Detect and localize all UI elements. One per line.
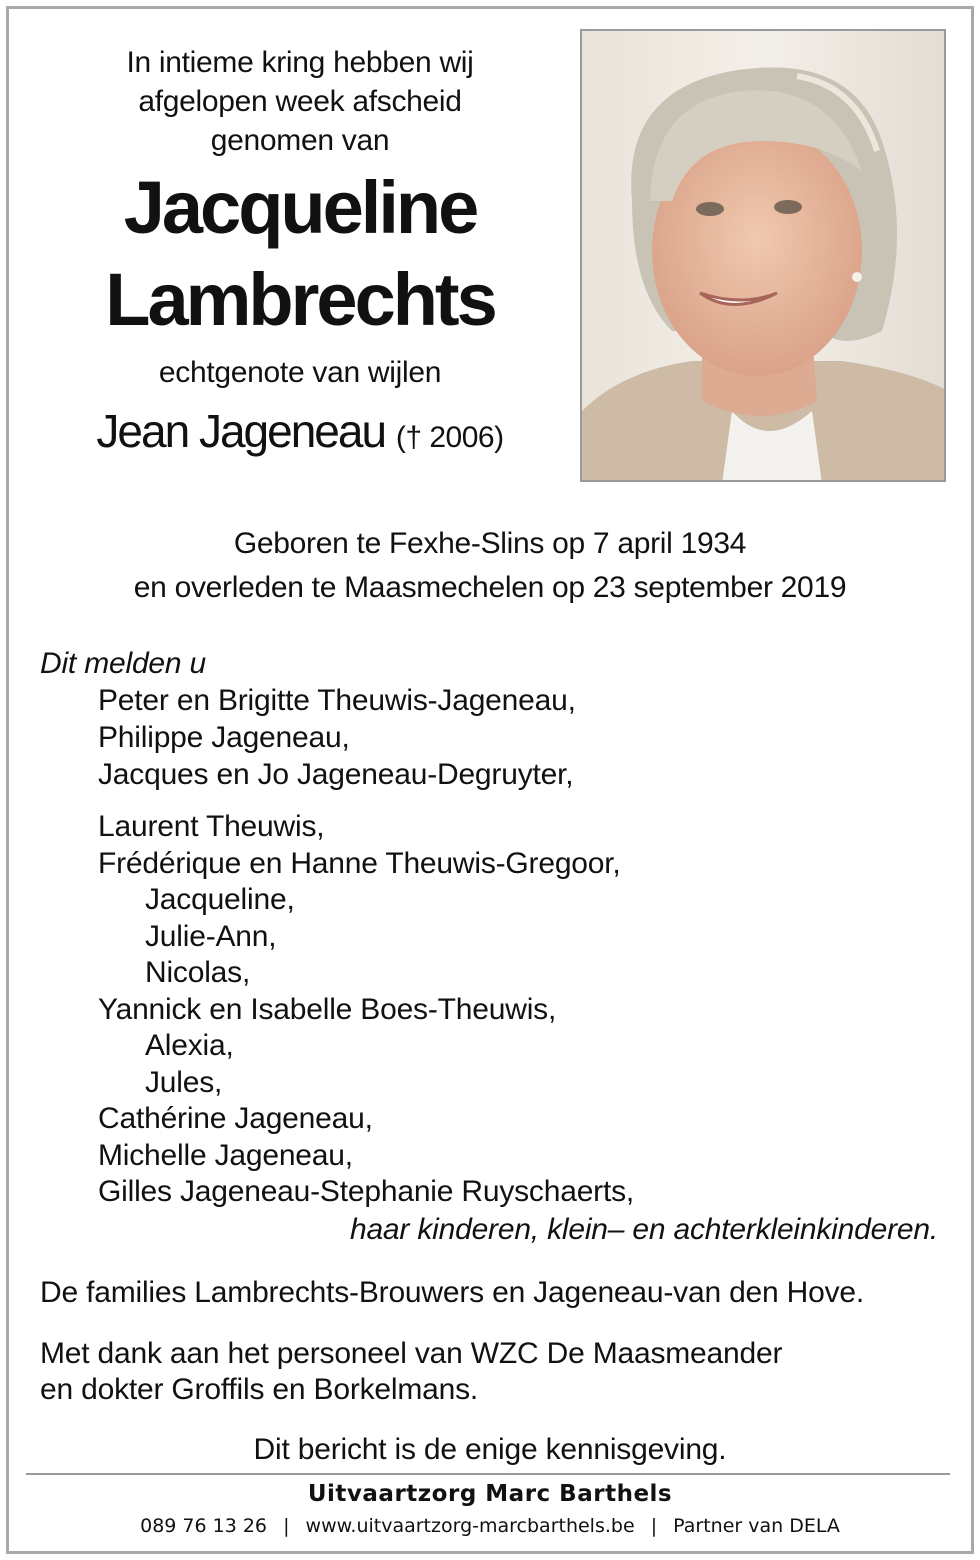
deceased-last-name: Lambrechts [105, 258, 495, 341]
intro-line: genomen van [210, 124, 390, 157]
deceased-name [20, 162, 580, 346]
footer-phone: 089 76 13 26 [140, 1515, 268, 1537]
portrait-photo [580, 29, 946, 482]
families-line: De families Lambrechts-Brouwers en Jageneau-van den Hove. [40, 1276, 865, 1309]
mourner-line: Jules, [145, 1065, 223, 1099]
mourner-line: Frédérique en Hanne Theuwis-Gregoor, [98, 846, 621, 880]
mourners-group-1 [98, 684, 576, 795]
intro-text [40, 43, 560, 160]
funeral-company: Uitvaartzorg Marc Barthels [307, 1481, 673, 1507]
relation-line: haar kinderen, klein– en achterkleinkinderen. [349, 1213, 938, 1246]
spouse-line [20, 404, 580, 458]
footer-website[interactable]: www.uitvaartzorg-marcbarthels.be [305, 1515, 635, 1537]
footer-contact [0, 1515, 980, 1537]
footer-separator: | [650, 1515, 658, 1537]
mourners-group-2 [98, 810, 634, 1212]
mourner-line: Yannick en Isabelle Boes-Theuwis, [98, 992, 557, 1026]
thanks-line: en dokter Groffils en Borkelmans. [40, 1373, 479, 1406]
mourner-line: Peter en Brigitte Theuwis-Jageneau, [98, 684, 576, 717]
spouse-death-note: († 2006) [395, 421, 504, 454]
mourner-line: Michelle Jageneau, [98, 1138, 353, 1172]
intro-line: afgelopen week afscheid [138, 85, 462, 118]
spouse-name: Jean Jageneau [96, 405, 386, 457]
mourner-line: Laurent Theuwis, [98, 810, 325, 843]
mourner-line: Julie-Ann, [145, 919, 277, 953]
mourner-line: Nicolas, [145, 956, 251, 989]
mourner-line: Philippe Jageneau, [98, 721, 350, 754]
announce-intro: Dit melden u [40, 647, 207, 680]
birth-line: Geboren te Fexhe-Slins op 7 april 1934 [233, 527, 747, 560]
portrait-illustration [582, 31, 946, 482]
mourner-line: Cathérine Jageneau, [98, 1102, 373, 1135]
deceased-first-name: Jacqueline [123, 166, 477, 249]
notice-line: Dit bericht is de enige kennisgeving. [253, 1433, 727, 1466]
thanks-line: Met dank aan het personeel van WZC De Maasmeander [40, 1337, 783, 1370]
mourner-line: Jacques en Jo Jageneau-Degruyter, [98, 758, 574, 791]
footer-partner: Partner van DELA [673, 1515, 840, 1537]
thanks-text [40, 1336, 782, 1408]
spouse-intro: echtgenote van wijlen [158, 356, 442, 389]
footer-separator: | [283, 1515, 290, 1537]
mourner-line: Jacqueline, [145, 883, 295, 916]
mourner-line: Gilles Jageneau-Stephanie Ruyschaerts, [98, 1175, 635, 1208]
intro-line: In intieme kring hebben wij [126, 46, 474, 79]
death-line: en overleden te Maasmechelen op 23 september 2019 [133, 571, 847, 604]
birth-death [0, 522, 980, 610]
mourner-line: Alexia, [145, 1029, 234, 1062]
footer-divider [26, 1473, 950, 1475]
